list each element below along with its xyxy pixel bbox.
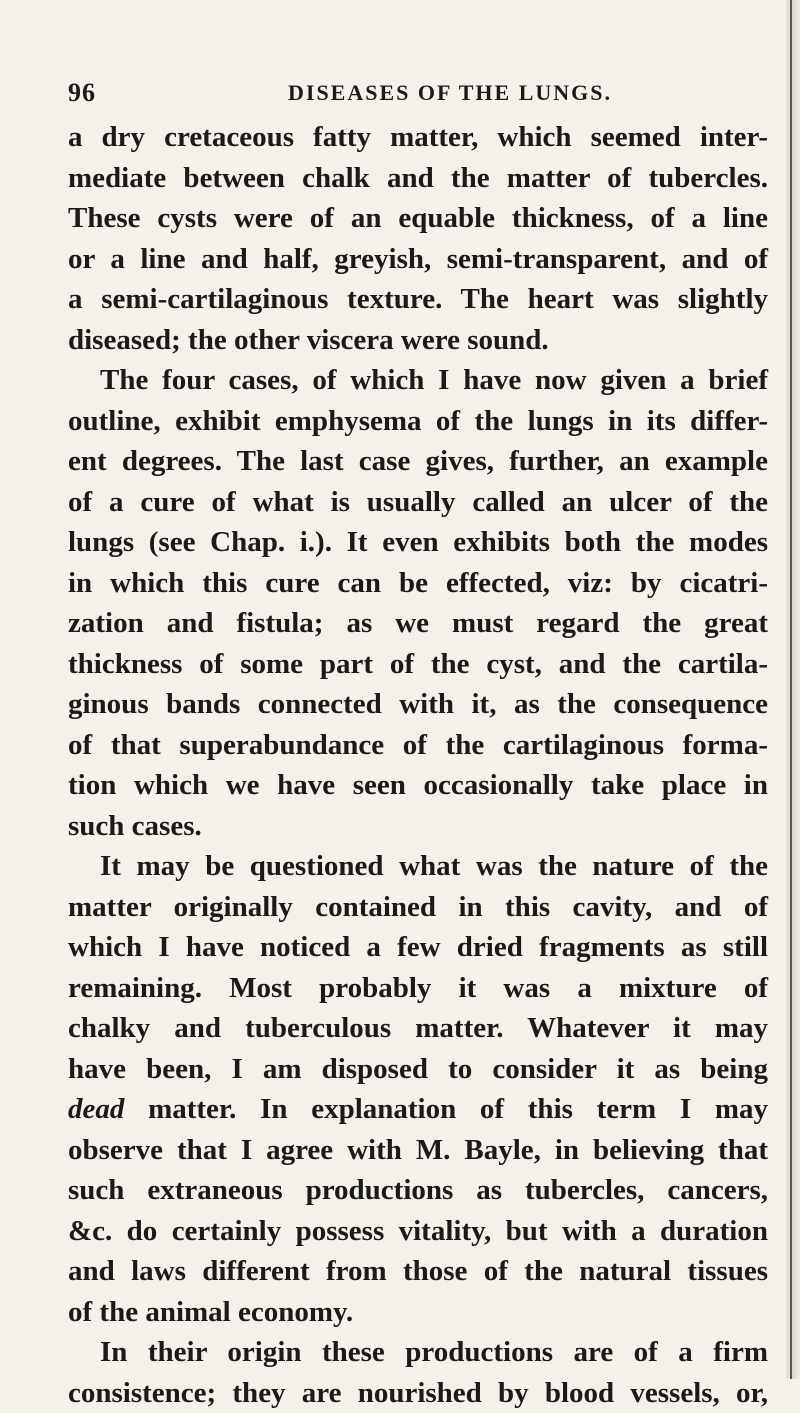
text-line-with-italic <box>68 1089 768 1130</box>
italic-word: dead <box>68 1093 124 1125</box>
text-line: These cysts were of an equable thickness, of a line <box>68 198 768 239</box>
text-line: a dry cretaceous fatty matter, which seemed inter- <box>68 117 768 158</box>
text-line: remaining. Most probably it was a mixture of <box>68 968 768 1009</box>
text-line: of the animal economy. <box>68 1292 768 1333</box>
text-line: observe that I agree with M. Bayle, in believing that <box>68 1130 768 1171</box>
text-line: outline, exhibit emphysema of the lungs in its differ- <box>68 401 768 442</box>
text-line: It may be questioned what was the nature of the <box>68 846 768 887</box>
text-line: thickness of some part of the cyst, and the cartila- <box>68 644 768 685</box>
text-line: &c. do certainly possess vitality, but with a duration <box>68 1211 768 1252</box>
page-edge <box>786 0 800 1379</box>
text-line: such cases. <box>68 806 768 847</box>
text-line: matter originally contained in this cavity, and of <box>68 887 768 928</box>
text-line-rest: matter. In explanation of this term I may <box>148 1093 768 1125</box>
text-line: tion which we have seen occasionally take place in <box>68 765 768 806</box>
page-number: 96 <box>68 78 96 108</box>
text-line: mediate between chalk and the matter of tubercles. <box>68 158 768 199</box>
text-line: ginous bands connected with it, as the consequence <box>68 684 768 725</box>
page-edge-line <box>790 0 792 1379</box>
text-line: of a cure of what is usually called an ulcer of the <box>68 482 768 523</box>
text-line: in which this cure can be effected, viz: by cicatri- <box>68 563 768 604</box>
running-title: DISEASES OF THE LUNGS. <box>288 80 612 106</box>
text-line: such extraneous productions as tubercles, cancers, <box>68 1170 768 1211</box>
text-line: which I have noticed a few dried fragments as still <box>68 927 768 968</box>
text-line: The four cases, of which I have now given a brief <box>68 360 768 401</box>
text-line: a semi-cartilaginous texture. The heart was slightly <box>68 279 768 320</box>
body-text <box>68 117 768 1413</box>
text-line: chalky and tuberculous matter. Whatever it may <box>68 1008 768 1049</box>
text-line: consistence; they are nourished by blood vessels, or, <box>68 1373 768 1413</box>
text-line: lungs (see Chap. i.). It even exhibits both the modes <box>68 522 768 563</box>
text-line: or a line and half, greyish, semi-transparent, and of <box>68 239 768 280</box>
text-line: In their origin these productions are of a firm <box>68 1332 768 1373</box>
text-line: diseased; the other viscera were sound. <box>68 320 768 361</box>
text-line: have been, I am disposed to consider it as being <box>68 1049 768 1090</box>
text-line: and laws different from those of the natural tissues <box>68 1251 768 1292</box>
text-line: zation and fistula; as we must regard the great <box>68 603 768 644</box>
text-line: ent degrees. The last case gives, further, an example <box>68 441 768 482</box>
text-line: of that superabundance of the cartilaginous forma- <box>68 725 768 766</box>
running-head <box>68 78 768 108</box>
